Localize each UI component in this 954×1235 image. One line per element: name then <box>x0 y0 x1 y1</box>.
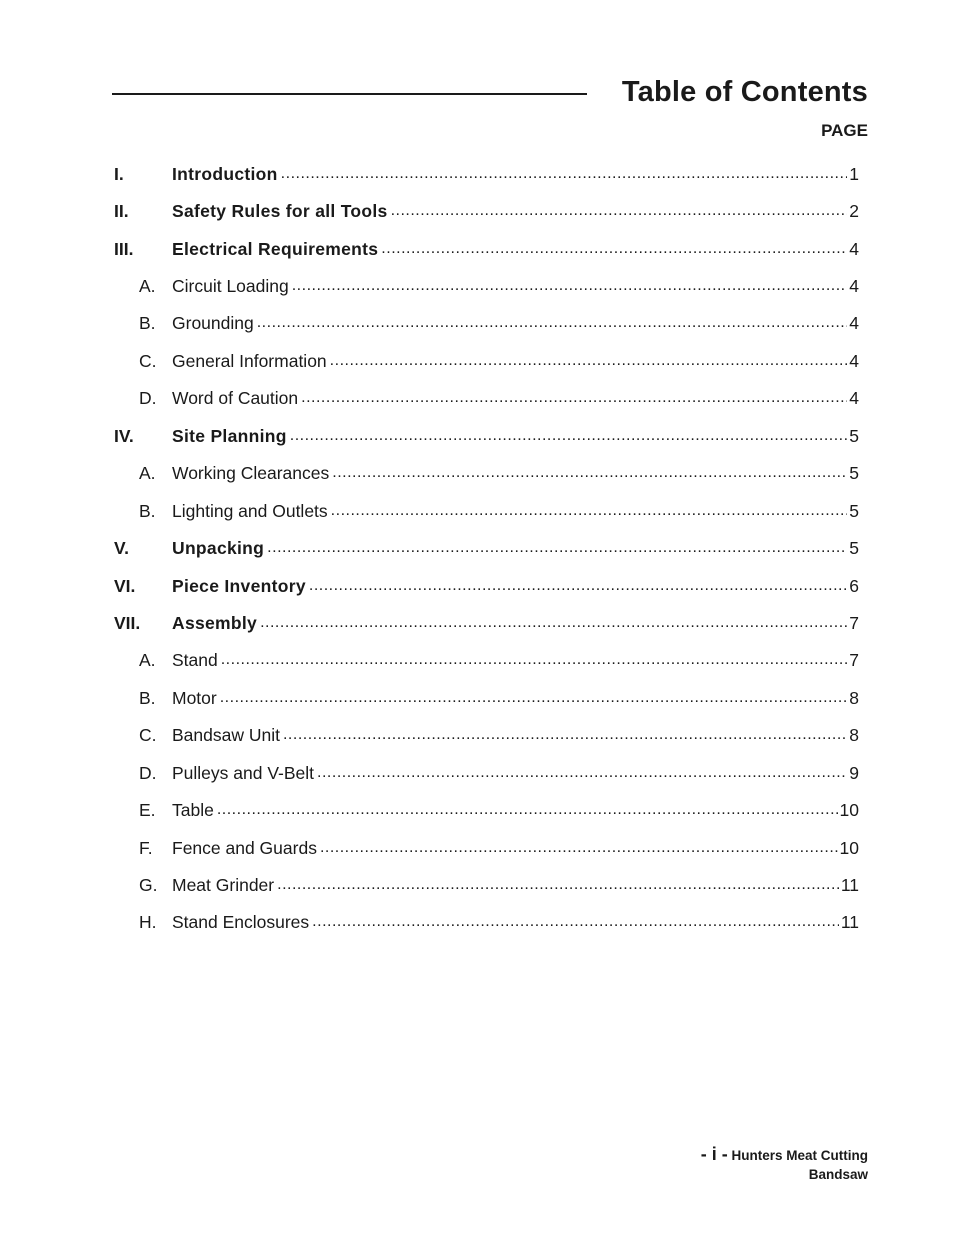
header-rule <box>112 93 587 95</box>
toc-dot-leader <box>331 500 848 522</box>
toc-section-entry <box>112 155 859 192</box>
toc-entry-number: E. <box>139 800 156 821</box>
page-footer <box>701 1145 868 1184</box>
toc-entry-title: Circuit Loading <box>172 276 289 297</box>
toc-dot-leader <box>381 238 847 260</box>
toc-entry-title: Meat Grinder <box>172 875 275 896</box>
toc-subsection-entry <box>112 342 859 379</box>
footer-line-1 <box>701 1145 868 1165</box>
toc-dot-leader <box>330 350 848 372</box>
toc-entry-page-number: 9 <box>849 762 859 783</box>
toc-entry-number: G. <box>139 875 158 896</box>
toc-entry-page-number: 1 <box>849 163 859 184</box>
toc-entry-number: D. <box>139 388 157 409</box>
toc-entry-page-number: 8 <box>849 687 859 708</box>
toc-entry-page-number: 5 <box>849 425 859 446</box>
toc-entry-number: IV. <box>114 425 134 446</box>
toc-entry-page-number: 5 <box>849 500 859 521</box>
toc-entry-page-number: 10 <box>839 837 859 858</box>
toc-entry-number: H. <box>139 912 157 933</box>
toc-subsection-entry <box>112 717 859 754</box>
toc-dot-leader <box>312 911 839 933</box>
toc-entry-page-number: 7 <box>849 650 859 671</box>
footer-doc-title-line2: Bandsaw <box>808 1167 868 1182</box>
toc-subsection-entry <box>112 642 859 679</box>
toc-dot-leader <box>301 387 847 409</box>
toc-dot-leader <box>281 163 848 185</box>
toc-entry-number: V. <box>114 538 129 559</box>
toc-entry-title: Fence and Guards <box>172 837 317 858</box>
toc-dot-leader <box>332 462 847 484</box>
toc-entry-title: Pulleys and V-Belt <box>172 762 315 783</box>
toc-entry-page-number: 8 <box>849 725 859 746</box>
toc-dot-leader <box>277 874 839 896</box>
toc-entry-number: B. <box>139 687 156 708</box>
toc-entry-page-number: 5 <box>849 538 859 559</box>
toc-entry-title: Lighting and Outlets <box>172 500 328 521</box>
toc-entry-number: A. <box>139 276 156 297</box>
toc-section-entry <box>112 192 859 229</box>
toc-section-entry <box>112 604 859 641</box>
toc-entry-title: Introduction <box>172 163 278 184</box>
toc-dot-leader <box>260 612 847 634</box>
toc-entry-page-number: 11 <box>840 912 859 933</box>
toc-dot-leader <box>257 312 848 334</box>
toc-entry-number: I. <box>114 163 124 184</box>
page-column-label: PAGE <box>821 121 868 140</box>
toc-subsection-entry <box>112 267 859 304</box>
toc-entry-number: B. <box>139 313 156 334</box>
toc-entry-page-number: 4 <box>849 276 859 297</box>
page-marker: - i - <box>700 1144 728 1164</box>
toc-subsection-entry <box>112 904 859 941</box>
toc-subsection-entry <box>112 455 859 492</box>
toc-section-entry <box>112 567 859 604</box>
toc-dot-leader <box>292 275 848 297</box>
toc-dot-leader <box>283 724 847 746</box>
toc-dot-leader <box>317 762 847 784</box>
footer-doc-title: Hunters Meat Cutting <box>731 1148 868 1163</box>
toc-entry-page-number: 2 <box>849 201 859 222</box>
toc-entry-title: Table <box>172 800 214 821</box>
toc-dot-leader <box>221 649 848 671</box>
toc-subsection-entry <box>112 380 859 417</box>
toc-entry-title: Electrical Requirements <box>172 238 379 259</box>
toc-entry-number: II. <box>114 201 129 222</box>
toc-subsection-entry <box>112 791 859 828</box>
toc-entry-title: Unpacking <box>172 538 265 559</box>
toc-entry-title: Stand <box>172 650 218 671</box>
toc-entry-number: C. <box>139 725 157 746</box>
toc-entry-page-number: 5 <box>849 463 859 484</box>
toc-entry-title: Working Clearances <box>172 463 330 484</box>
toc-entry-title: Site Planning <box>172 425 287 446</box>
toc-entry-number: VI. <box>114 575 136 596</box>
table-of-contents <box>112 155 859 941</box>
toc-entry-title: General Information <box>172 350 327 371</box>
toc-subsection-entry <box>112 754 859 791</box>
toc-entry-number: A. <box>139 650 156 671</box>
toc-dot-leader <box>267 537 847 559</box>
toc-subsection-entry <box>112 829 859 866</box>
toc-entry-number: F. <box>139 837 153 858</box>
toc-entry-number: C. <box>139 350 157 371</box>
toc-entry-number: VII. <box>114 612 141 633</box>
toc-entry-page-number: 4 <box>849 313 859 334</box>
toc-entry-title: Safety Rules for all Tools <box>172 201 388 222</box>
toc-entry-page-number: 6 <box>849 575 859 596</box>
toc-entry-number: A. <box>139 463 156 484</box>
toc-section-entry <box>112 529 859 566</box>
toc-entry-page-number: 4 <box>849 388 859 409</box>
toc-entry-page-number: 10 <box>839 800 859 821</box>
toc-entry-title: Stand Enclosures <box>172 912 310 933</box>
toc-entry-page-number: 4 <box>849 238 859 259</box>
toc-entry-title: Motor <box>172 687 217 708</box>
toc-section-entry <box>112 417 859 454</box>
toc-entry-title: Word of Caution <box>172 388 299 409</box>
toc-entry-number: D. <box>139 762 157 783</box>
toc-entry-page-number: 4 <box>849 350 859 371</box>
toc-dot-leader <box>217 799 838 821</box>
toc-subsection-entry <box>112 305 859 342</box>
page-title: Table of Contents <box>621 76 868 108</box>
toc-dot-leader <box>290 425 848 447</box>
toc-entry-title: Piece Inventory <box>172 575 306 596</box>
toc-entry-title: Grounding <box>172 313 254 334</box>
toc-subsection-entry <box>112 492 859 529</box>
toc-entry-title: Assembly <box>172 612 258 633</box>
toc-section-entry <box>112 230 859 267</box>
toc-entry-title: Bandsaw Unit <box>172 725 280 746</box>
toc-dot-leader <box>309 575 847 597</box>
toc-subsection-entry <box>112 679 859 716</box>
toc-dot-leader <box>220 687 848 709</box>
toc-subsection-entry <box>112 866 859 903</box>
toc-dot-leader <box>391 200 848 222</box>
toc-entry-number: III. <box>114 238 134 259</box>
toc-dot-leader <box>320 837 838 859</box>
toc-entry-number: B. <box>139 500 156 521</box>
toc-entry-page-number: 7 <box>849 612 859 633</box>
toc-entry-page-number: 11 <box>840 875 859 896</box>
